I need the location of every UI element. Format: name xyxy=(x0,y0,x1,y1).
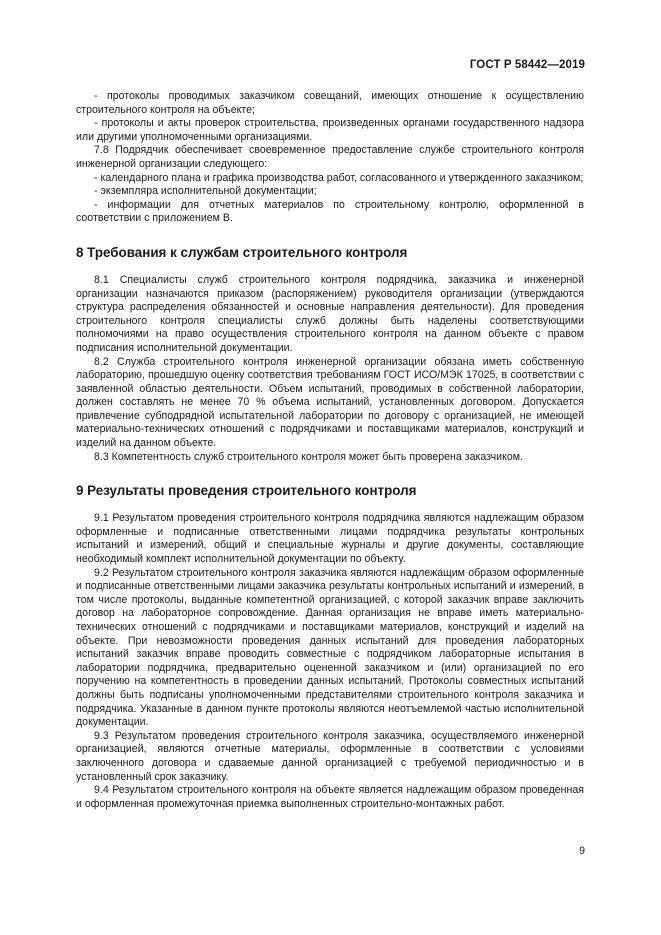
document-body xyxy=(76,90,584,811)
document-id: ГОСТ Р 58442—2019 xyxy=(469,59,585,71)
clause-9-3: 9.3 Результатом проведения строительного контроля заказчика, осуществляемого инженерной организацией, являются отчетные материалы, оформленные в соответствии с условиями заключенного договора и сдаваемые данной организацией с требуемой периодичностью и в установленный срок заказчику. xyxy=(76,729,584,783)
list-item: - информации для отчетных материалов по строительному контролю, оформленной в соответствии с приложением В. xyxy=(76,198,584,225)
list-item: - календарного плана и графика производства работ, согласованного и утвержденного заказчиком; xyxy=(94,171,584,184)
section-8-heading: 8 Требования к службам строительного контроля xyxy=(76,244,408,260)
clause-9-4: 9.4 Результатом строительного контроля на объекте является надлежащим образом проведенная и оформленная промежуточная приемка выполненных строительно-монтажных работ. xyxy=(76,784,584,810)
clause-8-2: 8.2 Служба строительного контроля инженерной организации обязана иметь собственную лабораторию, прошедшую оценку соответствия требованиям ГОСТ ИСО/МЭК 17025, в соответствии с заявленной областью деятельности. Объем испытаний, проводимых в собственной лаборатории, должен составлять не менее 70 % объема испытаний, установленных договором. Допускается привлечение субподрядной испытательной лаборатории по договору с организацией, не имеющей материально-технических отношений с подрядчиками и поставщиками материалов, конструкций и изделий на данном объекте. xyxy=(76,355,584,450)
list-item: - экземпляра исполнительной документации; xyxy=(94,185,317,198)
list-item: - протоколы и акты проверок строительства, произведенных органами государственного надзора или другими уполномоченными организациями. xyxy=(76,117,584,143)
clause-9-2: 9.2 Результатом строительного контроля заказчика являются надлежащим образом оформленные и подписанные ответственными лицами заказчика результаты контрольных испытаний и измерений, в том числе протоколы, выданные компетентной организацией, с которой заказчик вправе заключить договор на лабораторное сопровождение. Данная организация не вправе иметь материально-технических отношений с подрядчиками и поставщиками материалов, конструкций и изделий на объекте. При невозможности проведения данных испытаний для проведения лабораторных испытаний заказчик вправе проводить совместные с подрядчиком лабораторные испытания в лаборатории подрядчика, предварительно оцененной заказчиком и (или) организацией по его поручению на компетентность в проведении данных испытаний. Протоколы совместных испытаний должны быть подписаны уполномоченными представителями строительного контроля заказчика и подрядчика. Указанные в данном пункте протоколы являются неотъемлемой частью исполнительной документации. xyxy=(76,566,584,729)
clause-8-3: 8.3 Компетентность служб строительного контроля может быть проверена заказчиком. xyxy=(94,450,523,463)
clause-7-8: 7.8 Подрядчик обеспечивает своевременное предоставление службе строительного контроля инженерной организации следующего: xyxy=(76,144,584,170)
clause-9-1: 9.1 Результатом проведения строительного контроля подрядчика являются надлежащим образом оформленные и подписанные ответственными лицами подрядчика результаты контрольных испытаний и измерений, общий и специальные журналы и другие документы, составляющие необходимый комплект исполнительной документации по объекту. xyxy=(76,512,584,566)
list-item: - протоколы проводимых заказчиком совещаний, имеющих отношение к осуществлению строительного контроля на объекте; xyxy=(76,90,584,116)
clause-8-1: 8.1 Специалисты служб строительного контроля подрядчика, заказчика и инженерной организации назначаются приказом (распоряжением) руководителя организации (утверждаются структура распределения обязанностей и основные направления деятельности). Для проведения строительного контроля специалисты служб должны быть наделены соответствующими полномочиями на право осуществления строительного контроля на данном объекте с правом подписания исполнительной документации. xyxy=(76,273,584,354)
section-9-heading: 9 Результаты проведения строительного контроля xyxy=(76,483,417,499)
page-number: 9 xyxy=(579,845,585,857)
